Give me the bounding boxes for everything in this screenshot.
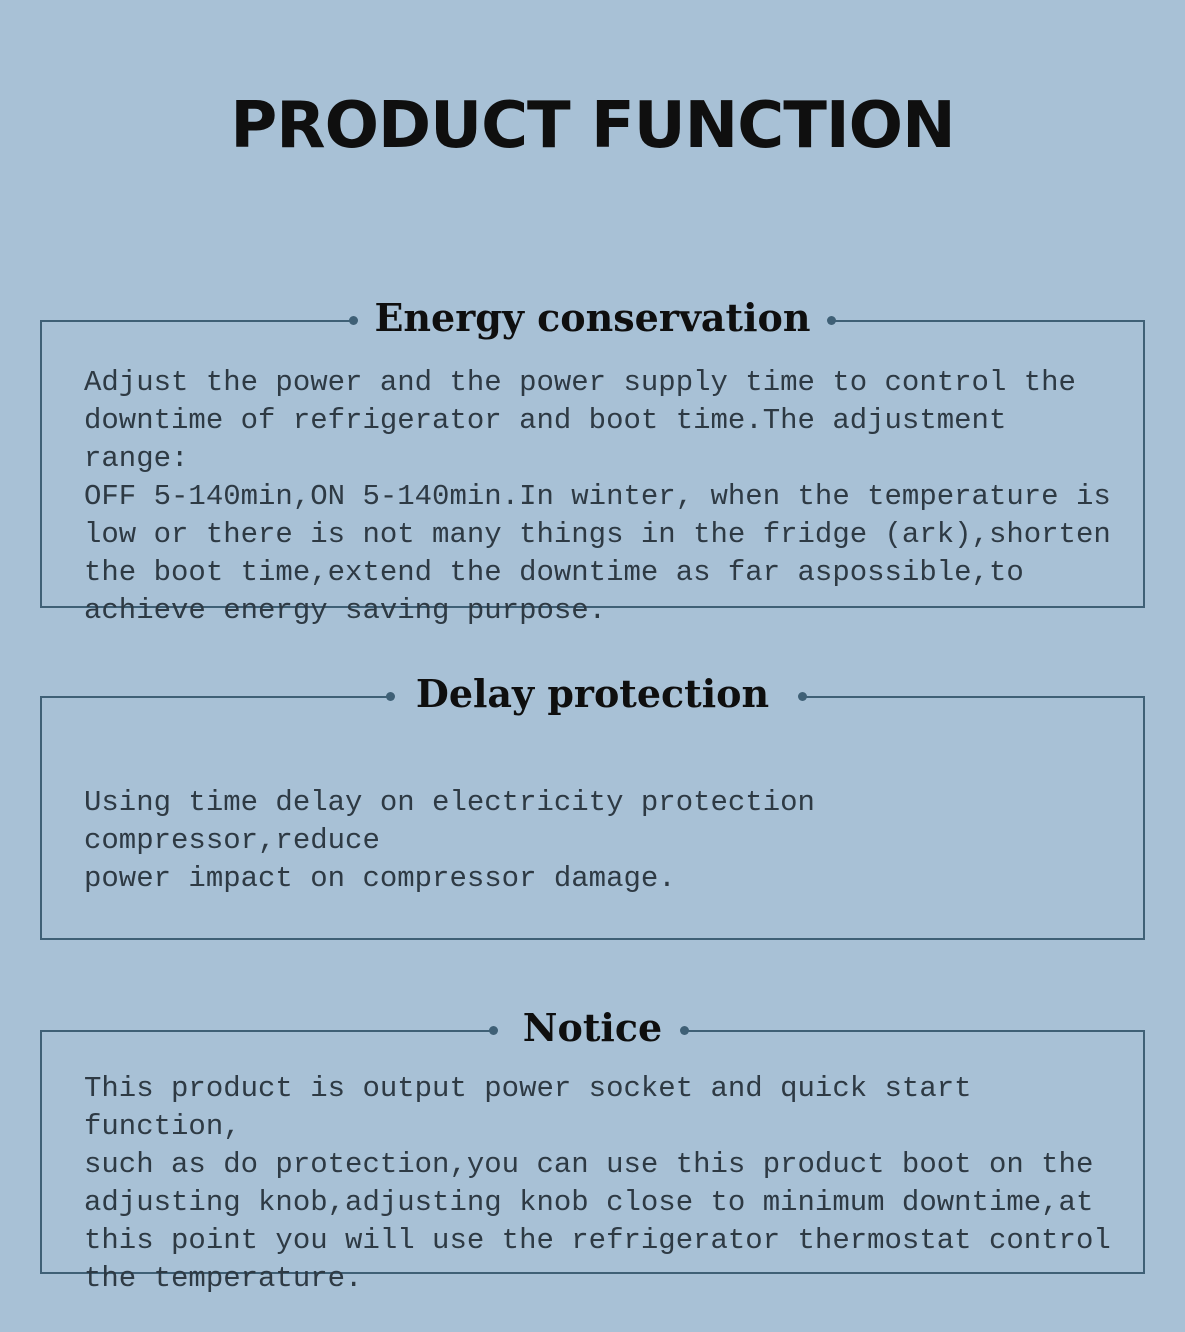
section-body: This product is output power socket and quick start function, such as do protection,you can use this product boot on the adjusting knob,adjusting knob close to minimum downtime,at this point you will use the refrigerator thermostat control the temperature.	[84, 1072, 1111, 1295]
section-delay-protection	[40, 671, 1145, 940]
section-body: Using time delay on electricity protection compressor,reduce power impact on compressor damage.	[84, 786, 815, 895]
section-energy-conservation	[40, 295, 1145, 627]
section-heading: Energy conservation	[374, 295, 811, 340]
section-notice	[40, 1005, 1145, 1295]
section-body: Adjust the power and the power supply time to control the downtime of refrigerator and boot time.The adjustment range: OFF 5-140min,ON 5-140min.In winter, when the temperature is low or there is not many things in the fridge (ark),shorten the boot time,extend the downtime as far aspossible,to achieve energy saving purpose.	[84, 366, 1111, 627]
section-heading: Delay protection	[415, 671, 770, 716]
section-heading: Notice	[522, 1005, 663, 1050]
page-title: PRODUCT FUNCTION	[230, 89, 955, 163]
